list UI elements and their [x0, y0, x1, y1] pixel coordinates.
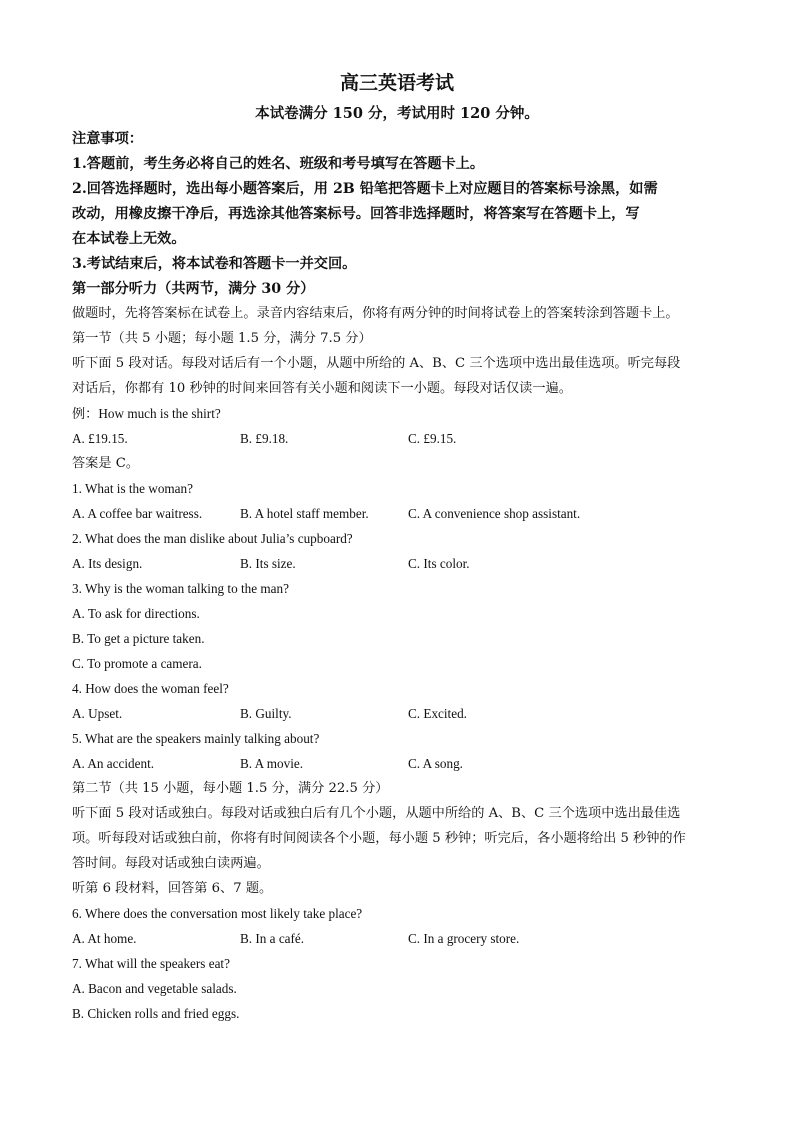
question-1: 1. What is the woman? [72, 481, 193, 496]
q7-option-a: A. Bacon and vegetable salads. [72, 981, 237, 996]
q1-option-c: C. A convenience shop assistant. [408, 506, 581, 521]
q5-option-a: A. An accident. [72, 756, 155, 771]
example-answer: 答案是 C。 [72, 456, 140, 471]
q3-option-a: A. To ask for directions. [72, 606, 200, 621]
example-option-a: A. £19.15. [72, 431, 128, 446]
question-2: 2. What does the man dislike about Julia’s cupboard? [72, 531, 353, 546]
notes-heading: 注意事项： [72, 131, 143, 147]
q5-option-c: C. A song. [408, 756, 463, 771]
q6-option-a: A. At home. [72, 931, 137, 946]
section1-instructions-line-2: 对话后，你都有 10 秒钟的时间来回答有关小题和阅读下一小题。每段对话仅读一遍。 [72, 381, 572, 396]
question-4: 4. How does the woman feel? [72, 681, 229, 696]
q7-option-b: B. Chicken rolls and fried eggs. [72, 1006, 240, 1021]
part1-heading: 第一部分听力（共两节，满分 30 分） [72, 281, 315, 297]
section2-instructions-line-1: 听下面 5 段对话或独白。每段对话或独白后有几个小题，从题中所给的 A、B、C 三个选项中选出最佳选 [72, 806, 681, 821]
q2-option-c: C. Its color. [408, 556, 470, 571]
section1-instructions-line-1: 听下面 5 段对话。每段对话后有一个小题，从题中所给的 A、B、C 三个选项中选出最佳选项。听完每段 [72, 356, 681, 371]
q1-option-b: B. A hotel staff member. [240, 506, 369, 521]
q3-option-b: B. To get a picture taken. [72, 631, 205, 646]
note-2-line-3: 在本试卷上无效。 [72, 231, 186, 247]
note-2-line-2: 改动，用橡皮擦干净后，再选涂其他答案标号。回答非选择题时，将答案写在答题卡上，写 [72, 206, 640, 222]
q4-option-b: B. Guilty. [240, 706, 292, 721]
section2-instructions-line-3: 答时间。每段对话或独白读两遍。 [72, 856, 270, 871]
section2-heading: 第二节（共 15 小题，每小题 1.5 分，满分 22.5 分） [72, 781, 389, 796]
material-6-heading: 听第 6 段材料，回答第 6、7 题。 [72, 881, 273, 896]
q4-option-a: A. Upset. [72, 706, 123, 721]
example-question: 例：How much is the shirt? [72, 406, 221, 421]
page-title: 高三英语考试 [339, 72, 454, 94]
section2-instructions-line-2: 项。听每段对话或独白前，你将有时间阅读各个小题，每小题 5 秒钟；听完后，各小题将给出 5 秒钟的作 [72, 831, 686, 846]
q2-option-a: A. Its design. [72, 556, 143, 571]
note-1: 1.答题前，考生务必将自己的姓名、班级和考号填写在答题卡上。 [72, 156, 485, 172]
note-2-line-1: 2.回答选择题时，选出每小题答案后，用 2B 铅笔把答题卡上对应题目的答案标号涂黑，如需 [72, 181, 658, 197]
q3-option-c: C. To promote a camera. [72, 656, 202, 671]
q6-option-c: C. In a grocery store. [408, 931, 520, 946]
q6-option-b: B. In a café. [240, 931, 305, 946]
question-5: 5. What are the speakers mainly talking about? [72, 731, 320, 746]
example-option-b: B. £9.18. [240, 431, 289, 446]
question-7: 7. What will the speakers eat? [72, 956, 230, 971]
question-6: 6. Where does the conversation most likely take place? [72, 906, 363, 921]
q4-option-c: C. Excited. [408, 706, 467, 721]
section1-heading: 第一节（共 5 小题；每小题 1.5 分，满分 7.5 分） [72, 331, 372, 346]
q5-option-b: B. A movie. [240, 756, 304, 771]
page-subtitle: 本试卷满分 150 分，考试用时 120 分钟。 [255, 105, 539, 122]
example-option-c: C. £9.15. [408, 431, 457, 446]
q1-option-a: A. A coffee bar waitress. [72, 506, 203, 521]
part1-intro: 做题时，先将答案标在试卷上。录音内容结束后，你将有两分钟的时间将试卷上的答案转涂到答题卡上。 [72, 306, 679, 321]
question-3: 3. Why is the woman talking to the man? [72, 581, 289, 596]
note-3: 3.考试结束后，将本试卷和答题卡一并交回。 [72, 256, 357, 272]
q2-option-b: B. Its size. [240, 556, 296, 571]
